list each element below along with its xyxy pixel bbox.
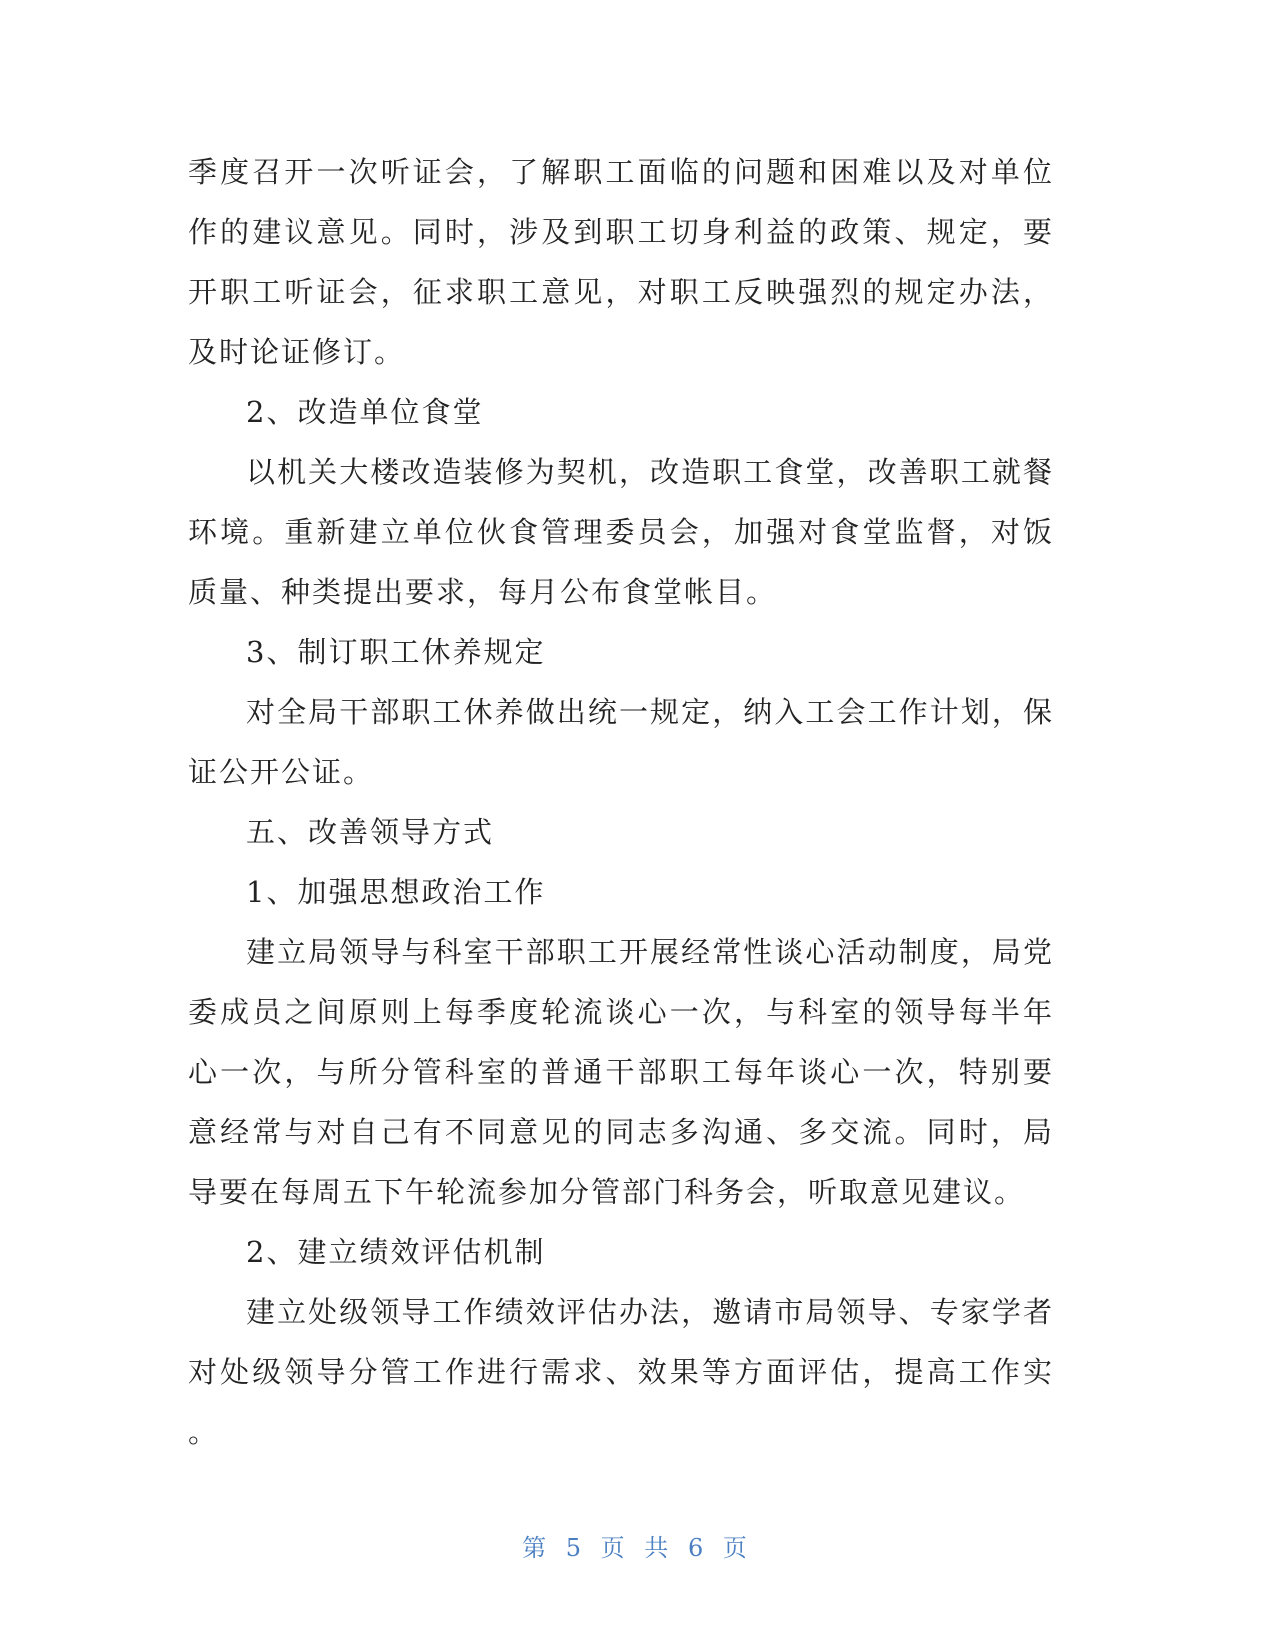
section-heading: 1、加强思想政治工作: [246, 875, 546, 909]
paragraph-line: 心一次，与所分管科室的普通干部职工每年谈心一次，特别要: [188, 1055, 1054, 1089]
paragraph-line: 以机关大楼改造装修为契机，改造职工食堂，改善职工就餐: [246, 455, 1054, 489]
section-heading: 2、改造单位食堂: [246, 395, 484, 429]
paragraph-line: 及时论证修订。: [188, 335, 406, 369]
section-heading: 2、建立绩效评估机制: [246, 1235, 546, 1269]
paragraph-line: 。: [188, 1415, 220, 1449]
paragraph-line: 导要在每周五下午轮流参加分管部门科务会，听取意见建议。: [188, 1175, 1026, 1209]
section-heading: 3、制订职工休养规定: [246, 635, 546, 669]
paragraph-line: 质量、种类提出要求，每月公布食堂帐目。: [188, 575, 778, 609]
page-number-footer: 第 5 页 共 6 页: [522, 1534, 753, 1562]
paragraph-line: 委成员之间原则上每季度轮流谈心一次，与科室的领导每半年: [188, 995, 1054, 1029]
paragraph-line: 环境。重新建立单位伙食管理委员会，加强对食堂监督，对饭: [188, 515, 1054, 549]
paragraph-line: 对全局干部职工休养做出统一规定，纳入工会工作计划，保: [246, 695, 1054, 729]
paragraph-line: 意经常与对自己有不同意见的同志多沟通、多交流。同时，局: [188, 1115, 1054, 1149]
document-body: [188, 142, 1054, 1462]
chapter-heading: 五、改善领导方式: [246, 815, 495, 849]
paragraph-line: 开职工听证会，征求职工意见，对职工反映强烈的规定办法，: [188, 275, 1054, 309]
paragraph-line: 对处级领导分管工作进行需求、效果等方面评估，提高工作实: [188, 1355, 1054, 1389]
paragraph-line: 建立处级领导工作绩效评估办法，邀请市局领导、专家学者: [246, 1295, 1054, 1329]
paragraph-line: 作的建议意见。同时，涉及到职工切身利益的政策、规定，要: [188, 215, 1054, 249]
paragraph-line: 建立局领导与科室干部职工开展经常性谈心活动制度，局党: [246, 935, 1054, 969]
paragraph-line: 季度召开一次听证会，了解职工面临的问题和困难以及对单位: [188, 155, 1054, 189]
paragraph-line: 证公开公证。: [188, 755, 375, 789]
